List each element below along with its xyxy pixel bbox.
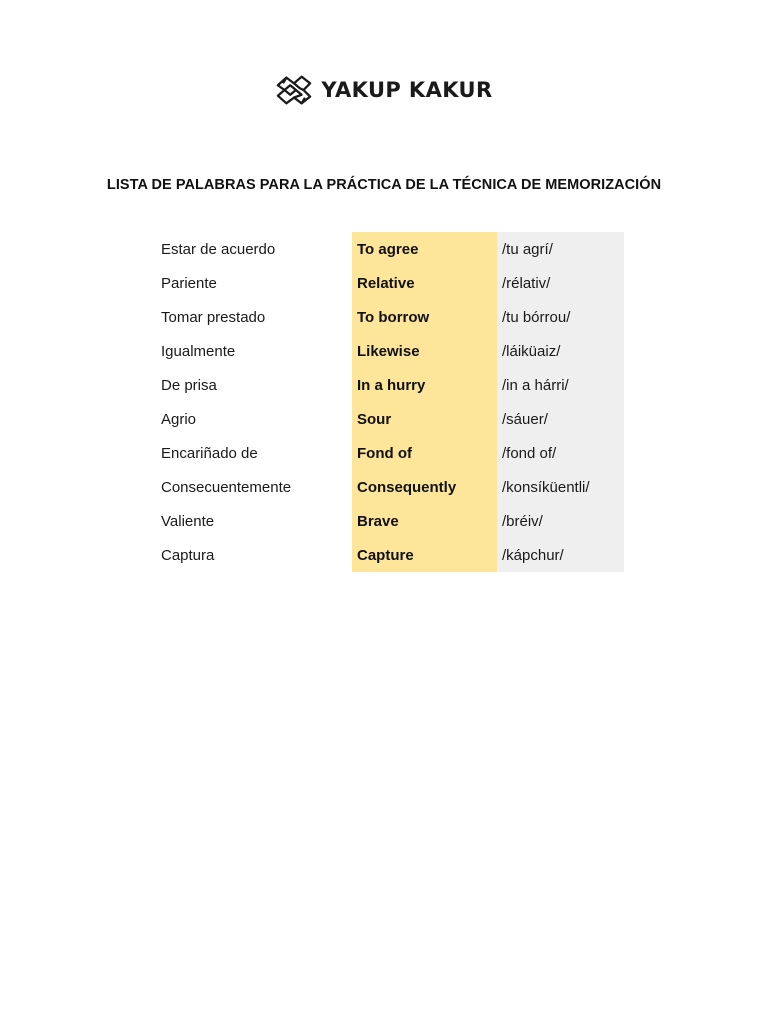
english-word: In a hurry [352, 368, 497, 402]
english-word: Brave [352, 504, 497, 538]
pronunciation: /sáuer/ [497, 402, 624, 436]
table-row [156, 504, 624, 538]
english-word: To borrow [352, 300, 497, 334]
pronunciation: /tu bórrou/ [497, 300, 624, 334]
pronunciation: /láiküaiz/ [497, 334, 624, 368]
spanish-word: De prisa [156, 368, 352, 402]
spanish-word: Captura [156, 538, 352, 572]
brand-name: YAKUP KAKUR [321, 77, 493, 102]
table-row [156, 538, 624, 572]
table-row [156, 402, 624, 436]
english-word: Fond of [352, 436, 497, 470]
spanish-word: Valiente [156, 504, 352, 538]
english-word: Capture [352, 538, 497, 572]
table-row [156, 368, 624, 402]
pronunciation: /in a hárri/ [497, 368, 624, 402]
table-row [156, 266, 624, 300]
spanish-word: Agrio [156, 402, 352, 436]
spanish-word: Igualmente [156, 334, 352, 368]
table-row [156, 436, 624, 470]
pronunciation: /konsíküentli/ [497, 470, 624, 504]
english-word: Consequently [352, 470, 497, 504]
table-row [156, 470, 624, 504]
pronunciation: /tu agrí/ [497, 232, 624, 266]
pronunciation: /bréiv/ [497, 504, 624, 538]
spanish-word: Tomar prestado [156, 300, 352, 334]
pronunciation: /rélativ/ [497, 266, 624, 300]
spanish-word: Consecuentemente [156, 470, 352, 504]
english-word: Sour [352, 402, 497, 436]
document-title: LISTA DE PALABRAS PARA LA PRÁCTICA DE LA TÉCNICA DE MEMORIZACIÓN [106, 177, 662, 193]
page-header [0, 68, 768, 112]
brand-logo [275, 73, 492, 107]
english-word: To agree [352, 232, 497, 266]
spanish-word: Encariñado de [156, 436, 352, 470]
spanish-word: Estar de acuerdo [156, 232, 352, 266]
english-word: Relative [352, 266, 497, 300]
table-row [156, 232, 624, 266]
pronunciation: /fond of/ [497, 436, 624, 470]
spanish-word: Pariente [156, 266, 352, 300]
table-row [156, 300, 624, 334]
maze-logo-icon [275, 73, 313, 107]
table-row [156, 334, 624, 368]
pronunciation: /kápchur/ [497, 538, 624, 572]
vocabulary-table [156, 232, 624, 572]
english-word: Likewise [352, 334, 497, 368]
